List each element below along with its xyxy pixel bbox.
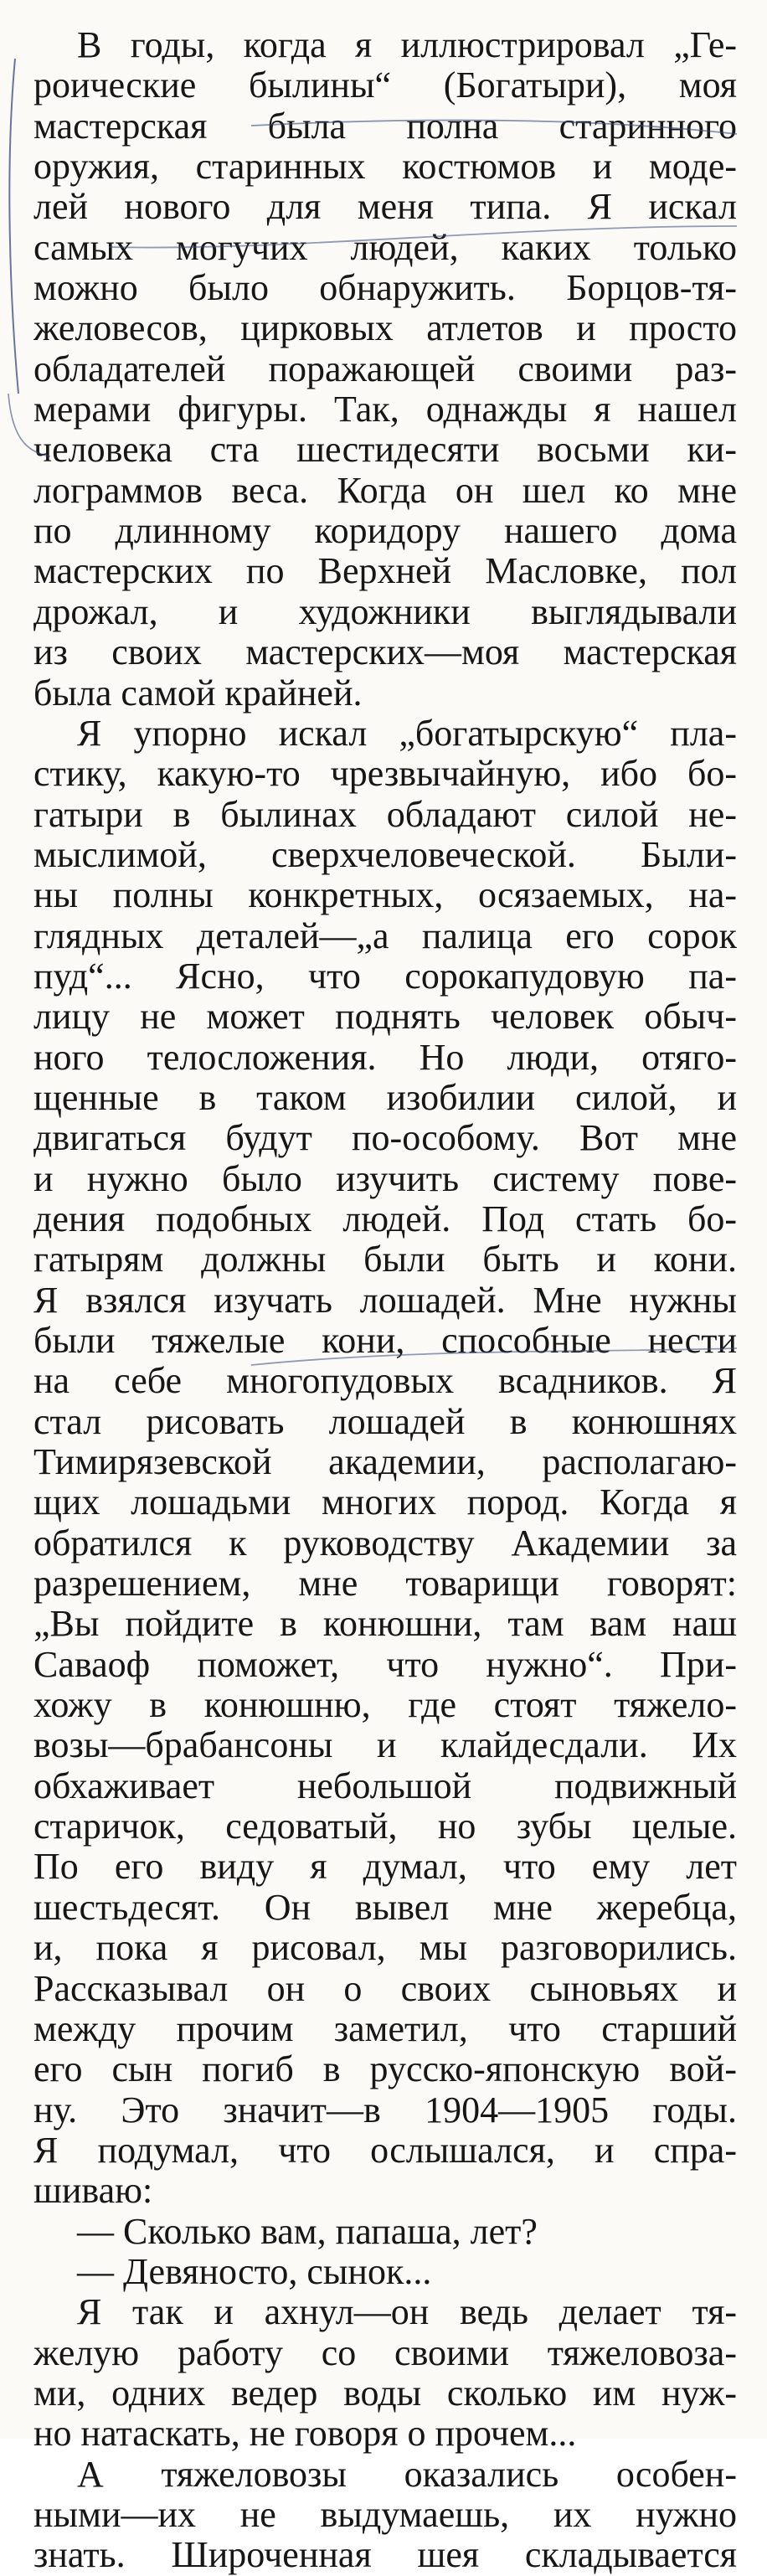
text-line: разрешением, мне товарищи говорят:	[33, 1564, 737, 1605]
text-line: обладателей поражающей своими раз-	[33, 348, 737, 389]
text-line: возы—брабансоны и клайдесдали. Их	[33, 1725, 737, 1766]
text-line: щенные в таком изобилии силой, и	[33, 1077, 737, 1118]
text-line: Я так и ахнул—он ведь делает тя-	[77, 2292, 737, 2333]
text-line: ми, одних ведер воды сколько им нуж-	[33, 2372, 737, 2414]
text-line: стал рисовать лошадей в конюшнях	[33, 1401, 737, 1442]
text-line: дрожал, и художники выглядывали	[33, 591, 737, 632]
text-line: Тимирязевской академии, располагаю-	[33, 1442, 737, 1483]
text-line: самых могучих людей, каких только	[33, 227, 737, 268]
text-line: ного телосложения. Но люди, отяго-	[33, 1037, 737, 1078]
text-line: ны полны конкретных, осязаемых, на-	[33, 875, 737, 916]
text-line: но натаскать, не говоря о прочем...	[33, 2414, 577, 2455]
text-line: желовесов, цирковых атлетов и просто	[33, 308, 737, 349]
text-line: лей нового для меня типа. Я искал	[33, 187, 737, 228]
body-text	[33, 25, 737, 2576]
text-line: стику, какую-то чрезвычайную, ибо бо-	[33, 754, 737, 795]
margin-bracket-stroke	[9, 59, 18, 394]
text-line: мерами фигуры. Так, однажды я нашел	[33, 389, 737, 430]
text-line: Я упорно искал „богатырскую“ пла-	[77, 713, 737, 754]
text-line: шиваю:	[33, 2171, 153, 2212]
text-line: ными—их не выдумаешь, их нужно	[33, 2494, 737, 2535]
text-line: Саваоф поможет, что нужно“. При-	[33, 1644, 737, 1685]
text-line: пуд“... Ясно, что сорокапудовую па-	[33, 956, 737, 997]
text-line: желую работу со своими тяжеловоза-	[33, 2332, 737, 2373]
text-line: — Девяносто, сынок...	[77, 2251, 432, 2292]
text-line: обхаживает небольшой подвижный	[33, 1765, 737, 1806]
text-line: человека ста шестидесяти восьми ки-	[33, 430, 737, 471]
text-line: лицу не может поднять человек обыч-	[33, 997, 737, 1038]
text-line: „Вы пойдите в конюшни, там вам наш	[33, 1604, 737, 1645]
text-line: двигаться будут по-особому. Вот мне	[33, 1118, 737, 1159]
text-line: Я подумал, что ослышался, и спра-	[33, 2130, 737, 2171]
text-line: между прочим заметил, что старший	[33, 2008, 737, 2049]
text-line: и нужно было изучить систему пове-	[33, 1158, 737, 1199]
text-line: хожу в конюшню, где стоят тяжело-	[33, 1685, 737, 1726]
text-line: можно было обнаружить. Борцов-тя-	[33, 268, 737, 309]
text-line: оружия, старинных костюмов и моде-	[33, 147, 737, 188]
text-line: гатырям должны были быть и кони.	[33, 1239, 737, 1280]
text-line: по длинному коридору нашего дома	[33, 511, 737, 552]
text-line: и, пока я рисовал, мы разговорились.	[33, 1928, 737, 1969]
text-line: дения подобных людей. Под стать бо-	[33, 1198, 737, 1239]
text-line: По его виду я думал, что ему лет	[33, 1847, 737, 1888]
text-line: щих лошадьми многих пород. Когда я	[33, 1482, 737, 1523]
text-line: глядных деталей—„а палица его сорок	[33, 915, 737, 956]
text-line: мастерских по Верхней Масловке, пол	[33, 551, 737, 592]
text-line: лограммов веса. Когда он шел ко мне	[33, 470, 737, 511]
text-line: — Сколько вам, папаша, лет?	[77, 2211, 538, 2252]
text-line: ну. Это значит—в 1904—1905 годы.	[33, 2089, 737, 2130]
text-line: были тяжелые кони, способные нести	[33, 1321, 737, 1361]
text-line: гатыри в былинах обладают силой не-	[33, 794, 737, 835]
text-line: мастерская была полна старинного	[33, 106, 737, 147]
text-line: была самой крайней.	[33, 672, 363, 714]
text-line: его сын погиб в русско-японскую вой-	[33, 2049, 737, 2090]
text-line: А тяжеловозы оказались особен-	[77, 2454, 737, 2495]
text-line: мыслимой, сверхчеловеческой. Были-	[33, 834, 737, 875]
text-line: шестьдесят. Он вывел мне жеребца,	[33, 1887, 737, 1928]
text-line: из своих мастерских—моя мастерская	[33, 632, 737, 673]
text-line: роические былины“ (Богатыри), моя	[33, 65, 737, 106]
text-line: старичок, седоватый, но зубы целые.	[33, 1806, 737, 1847]
text-line: В годы, когда я иллюстрировал „Ге-	[77, 25, 737, 65]
text-line: на себе многопудовых всадников. Я	[33, 1361, 737, 1402]
text-line: Рассказывал он о своих сыновьях и	[33, 1968, 737, 2009]
text-line: Я взялся изучать лошадей. Мне нужны	[33, 1280, 737, 1321]
text-line: знать. Широченная шея складывается	[33, 2535, 737, 2576]
text-line: обратился к руководству Академии за	[33, 1522, 737, 1564]
